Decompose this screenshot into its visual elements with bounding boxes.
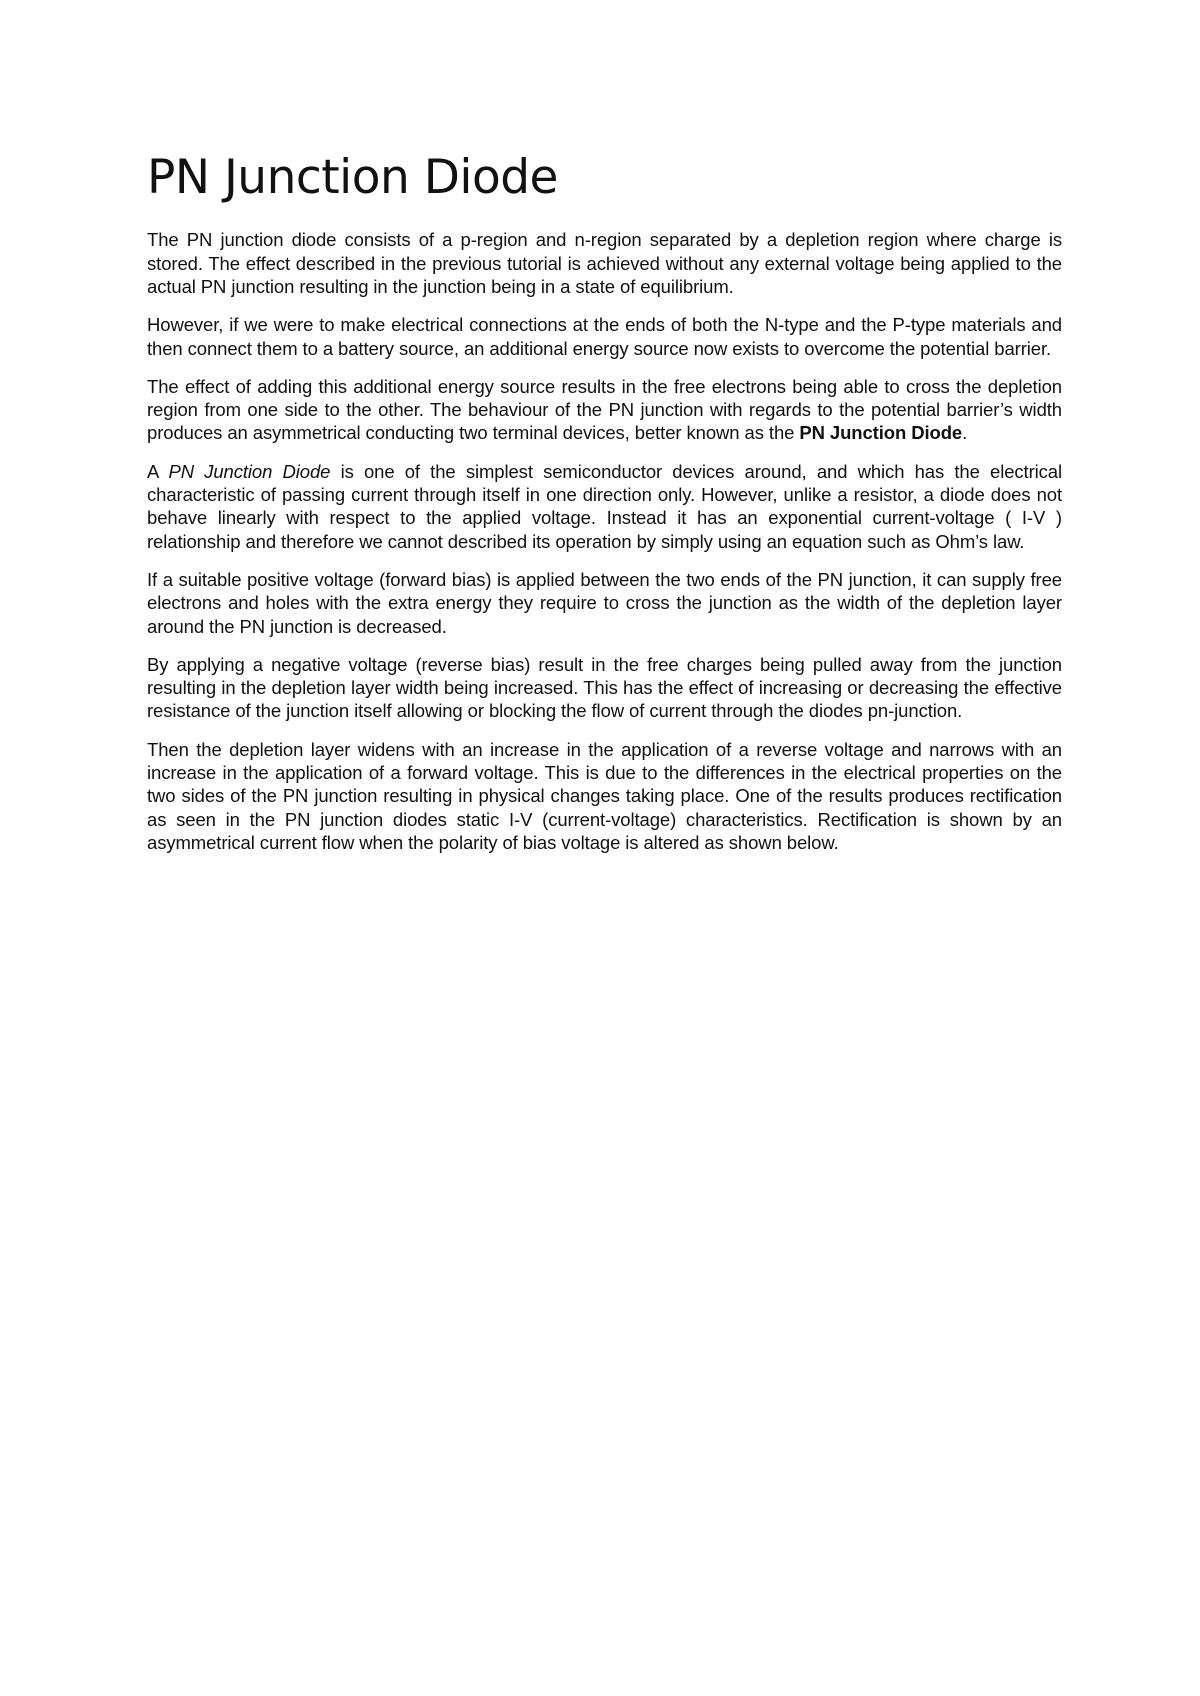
paragraph-4-rest: is one of the simplest semiconductor devices around, and which has the electrical characteristic of passing current through itself in one direction only. However, unlike a resistor, a diode does not behave linearly with respect to the applied voltage. Instead it has an exponential current-voltage ( I-V ) relationship and therefore we cannot described its operation by simply using an equation such as Ohm’s law. bbox=[147, 460, 1063, 552]
paragraph-4-start: A bbox=[147, 460, 169, 482]
paragraph-1: The PN junction diode consists of a p-region and n-region separated by a depletion region where charge is stored. The effect described in the previous tutorial is achieved without any external voltage being applied to the actual PN junction resulting in the junction being in a state of equilibrium. bbox=[147, 229, 1062, 297]
paragraph-4 bbox=[147, 460, 1062, 553]
paragraph-5: If a suitable positive voltage (forward bias) is applied between the two ends of the PN junction, it can supply free electrons and holes with the extra energy they require to cross the junction as the width of the depletion layer around the PN junction is decreased. bbox=[147, 568, 1062, 637]
bold-term-pn-junction-diode: PN Junction Diode bbox=[799, 422, 963, 444]
italic-term-pn-junction-diode: PN Junction Diode bbox=[168, 460, 331, 482]
paragraph-3-end: . bbox=[962, 422, 968, 444]
page-title: PN Junction Diode bbox=[147, 150, 558, 205]
paragraph-7: Then the depletion layer widens with an increase in the application of a reverse voltage and narrows with an increase in the application of a forward voltage. This is due to the differences in the electrical properties on the two sides of the PN junction resulting in physical changes taking place. One of the results produces rectification as seen in the PN junction diodes static I-V (current-voltage) characteristics. Rectification is shown by an asymmetrical current flow when the polarity of bias voltage is altered as shown below. bbox=[147, 738, 1062, 853]
document-page bbox=[147, 150, 1062, 869]
paragraph-6: By applying a negative voltage (reverse bias) result in the free charges being pulled away from the junction resulting in the depletion layer width being increased. This has the effect of increasing or decreasing the effective resistance of the junction itself allowing or blocking the flow of current through the diodes pn-junction. bbox=[147, 653, 1062, 722]
paragraph-3 bbox=[147, 375, 1062, 445]
paragraph-3-text: The effect of adding this additional energy source results in the free electrons being able to cross the depletion region from one side to the other. The behaviour of the PN junction with regards to the potential barrier’s width produces an asymmetrical conducting two terminal devices, better known as the bbox=[147, 375, 1062, 444]
paragraph-2: However, if we were to make electrical connections at the ends of both the N-type and the P-type materials and then connect them to a battery source, an additional energy source now exists to overcome the potential barrier. bbox=[147, 314, 1062, 359]
